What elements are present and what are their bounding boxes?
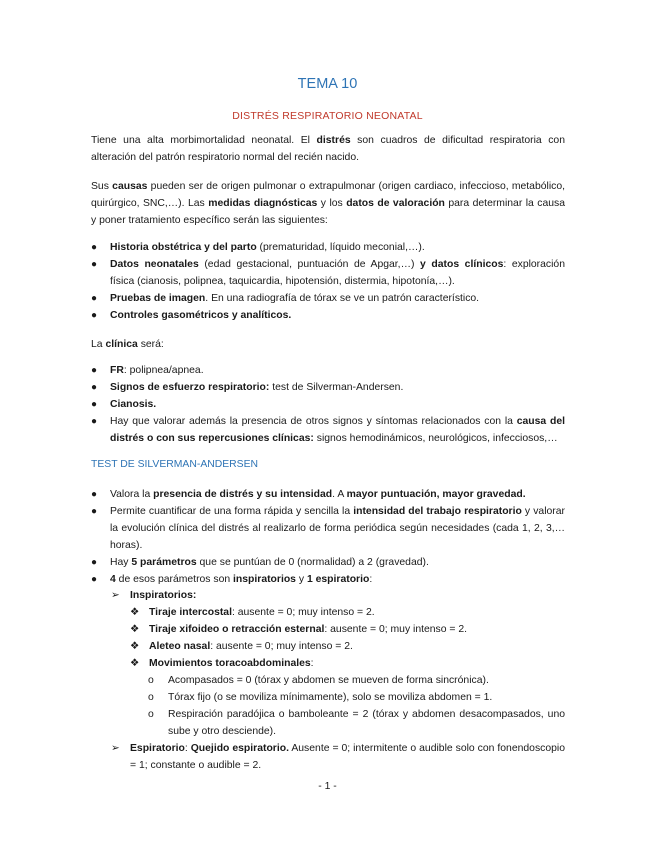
list-item: Hay que valorar además la presencia de otros signos y síntomas relacionados con la causa del distrés o con sus repercusiones clínicas: signos hemodinámicos, neurológicos, infecciosos,… — [110, 416, 565, 444]
list-item: Tiraje xifoideo o retracción esternal: ausente = 0; muy intenso = 2. — [149, 624, 468, 635]
section-title: TEST DE SILVERMAN-ANDERSEN — [91, 459, 259, 470]
bullet-icon: ● — [91, 382, 98, 393]
bullet-icon: ● — [91, 242, 98, 253]
bullet-icon: ● — [91, 574, 98, 585]
list-item: Datos neonatales (edad gestacional, puntuación de Apgar,…) y datos clínicos: exploración física (cianosis, polipnea, taquicardia, hipotensión, distermia, hipotonía,…). — [110, 259, 565, 287]
circle-bullet-icon: o — [148, 692, 154, 703]
list-item: Tórax fijo (o se moviliza mínimamente), solo se moviliza abdomen = 1. — [168, 692, 493, 703]
list-item: Signos de esfuerzo respiratorio: test de Silverman-Andersen. — [110, 382, 404, 393]
arrow-bullet-icon: ➢ — [111, 590, 120, 601]
bullet-icon: ● — [91, 399, 98, 410]
list-item: Aleteo nasal: ausente = 0; muy intenso = 2. — [149, 641, 353, 652]
diamond-bullet-icon: ❖ — [130, 624, 140, 635]
arrow-bullet-icon: ➢ — [111, 743, 120, 754]
list-item: Tiraje intercostal: ausente = 0; muy intenso = 2. — [149, 607, 375, 618]
list-item: Permite cuantificar de una forma rápida y sencilla la intensidad del trabajo respiratorio y valorar la evolución clínica del distrés al realizarlo de forma periódica según necesidades (cada 1, 2, 3,… horas). — [110, 506, 565, 551]
list-item: Historia obstétrica y del parto (prematuridad, líquido meconial,…). — [110, 242, 425, 253]
list-item: Controles gasométricos y analíticos. — [110, 310, 292, 321]
inspiratorios-label: Inspiratorios: — [130, 590, 197, 601]
list-item: 4 de esos parámetros son inspiratorios y 1 espiratorio: — [110, 574, 373, 585]
diamond-bullet-icon: ❖ — [130, 641, 140, 652]
list-item: FR: polipnea/apnea. — [110, 365, 204, 376]
page-number: - 1 - — [318, 781, 337, 792]
diamond-bullet-icon: ❖ — [130, 607, 140, 618]
diamond-bullet-icon: ❖ — [130, 658, 140, 669]
list-item: Valora la presencia de distrés y su intensidad. A mayor puntuación, mayor gravedad. — [110, 489, 526, 500]
causes-paragraph: Sus causas pueden ser de origen pulmonar o extrapulmonar (origen cardiaco, infeccioso, metabólico, quirúrgico, SNC,…). Las medidas diagnósticas y los datos de valoración para determinar la causa y poner tratamiento específico serán las siguientes: — [91, 181, 566, 226]
list-item: Acompasados = 0 (tórax y abdomen se mueven de forma sincrónica). — [168, 675, 489, 686]
page-title: TEMA 10 — [297, 76, 358, 92]
bullet-icon: ● — [91, 259, 98, 270]
bullet-icon: ● — [91, 365, 98, 376]
circle-bullet-icon: o — [148, 709, 154, 720]
circle-bullet-icon: o — [148, 675, 154, 686]
bullet-icon: ● — [91, 506, 98, 517]
intro-paragraph: Tiene una alta morbimortalidad neonatal. El distrés son cuadros de dificultad respiratoria con alteración del patrón respiratorio normal del recién nacido. — [91, 135, 565, 163]
list-item: Pruebas de imagen. En una radiografía de tórax se ve un patrón característico. — [110, 293, 480, 304]
espiratorio-item: Espiratorio: Quejido espiratorio. Ausente = 0; intermitente o audible solo con fonendoscopio = 1; constante o audible = 2. — [130, 743, 565, 771]
bullet-icon: ● — [91, 293, 98, 304]
list-item: Hay 5 parámetros que se puntúan de 0 (normalidad) a 2 (gravedad). — [110, 557, 429, 568]
page-subtitle: DISTRÉS RESPIRATORIO NEONATAL — [232, 110, 423, 122]
list-item: Cianosis. — [110, 399, 157, 410]
list-item: Movimientos toracoabdominales: — [149, 658, 314, 669]
clinic-heading: La clínica será: — [91, 339, 164, 350]
bullet-icon: ● — [91, 310, 98, 321]
bullet-icon: ● — [91, 557, 98, 568]
bullet-icon: ● — [91, 489, 98, 500]
bullet-icon: ● — [91, 416, 98, 427]
list-item: Respiración paradójica o bamboleante = 2 (tórax y abdomen desacompasados, uno sube y otro desciende). — [168, 709, 565, 737]
